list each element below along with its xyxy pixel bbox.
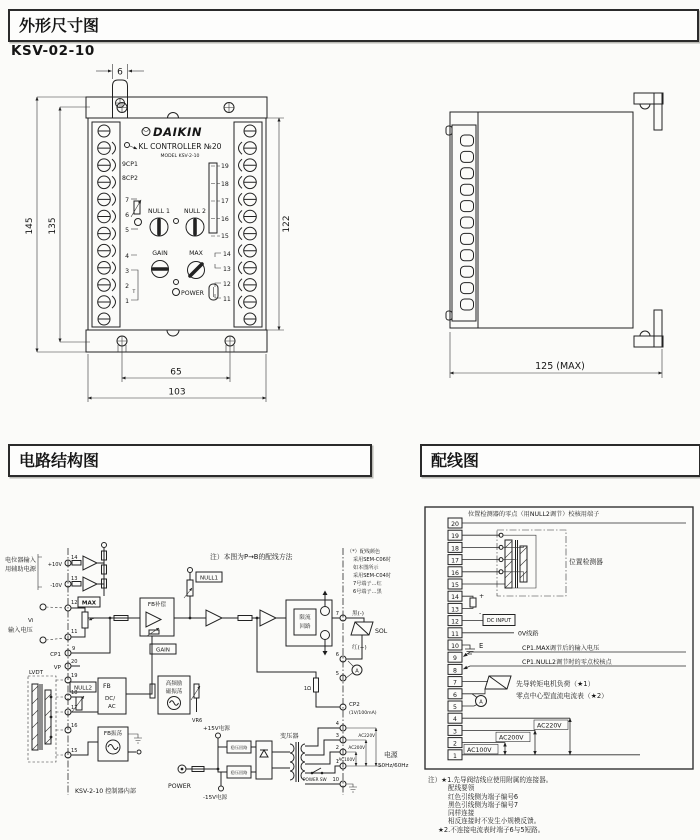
dim-height-inner: 135 (48, 217, 58, 235)
svg-text:FB补偿: FB补偿 (147, 602, 167, 608)
svg-text:输入电压: 输入电压 (8, 627, 33, 634)
svg-text:磁振荡: 磁振荡 (165, 689, 183, 695)
svg-text:如本图所示: 如本图所示 (353, 565, 379, 571)
footnote-line: ★2.不连接电流表时端子6与5短路。 (438, 825, 545, 834)
front-terminal-11: 11 (223, 296, 231, 303)
wiring-color-note (347, 548, 391, 595)
svg-text:-10V: -10V (50, 583, 62, 589)
model-small: MODEL KSV-2-10 (160, 154, 200, 159)
svg-text:AC220V: AC220V (537, 722, 562, 730)
solenoid-output (336, 609, 388, 681)
label-black-wire: 黑(-) (352, 611, 364, 617)
svg-text:高频励: 高频励 (165, 681, 183, 687)
svg-text:6号端子…黑: 6号端子…黑 (353, 589, 382, 595)
section-header-wiring: 配线图 (420, 444, 700, 477)
footnote-line: 红色引线侧为端子编号6 (448, 792, 519, 801)
front-terminal-4: 4 (125, 253, 129, 260)
brand-logo-text: DAIKIN (153, 125, 203, 139)
label-mains-freq: 50Hz/60Hz (378, 763, 409, 769)
term-20: 20 (71, 659, 78, 665)
front-terminal-7: 7 (125, 197, 129, 204)
svg-text:Vi: Vi (28, 618, 34, 624)
svg-text:先导转矩电机负荷（★1）: 先导转矩电机负荷（★1） (516, 680, 595, 688)
footnote-line: 相反连接时不发生小规模反馈。 (448, 817, 541, 826)
svg-text:7: 7 (335, 611, 339, 617)
aux-supply-input (5, 543, 107, 597)
dim-hole-spacing: 65 (170, 367, 182, 378)
svg-text:11: 11 (71, 629, 78, 635)
svg-text:用辅助电源: 用辅助电源 (5, 566, 36, 573)
svg-text:3: 3 (335, 733, 339, 739)
front-terminal-16: 16 (221, 216, 229, 223)
fb-compensation (140, 598, 176, 654)
svg-text:5: 5 (453, 704, 457, 711)
svg-text:12: 12 (451, 618, 459, 626)
input-voltage-section (8, 597, 100, 643)
svg-text:稳压回路: 稳压回路 (230, 770, 248, 775)
dim-top-tab: 6 (117, 67, 123, 78)
svg-text:NULL1: NULL1 (199, 575, 219, 582)
dim-height-outer: 145 (25, 217, 35, 235)
label-plus15: +15V电源 (203, 726, 230, 732)
front-terminal-19: 19 (221, 163, 229, 170)
product-name: KL CONTROLLER №20 (138, 142, 222, 151)
adjust-icon (125, 143, 130, 148)
svg-text:位置检测器: 位置检测器 (569, 558, 603, 566)
label-mains: 电源 (384, 751, 398, 759)
label-power: POWER (181, 290, 204, 297)
svg-text:18: 18 (451, 545, 459, 553)
svg-text:AC100V: AC100V (338, 757, 355, 762)
svg-text:2: 2 (453, 740, 457, 748)
svg-text:DC/: DC/ (105, 696, 116, 702)
outline-dimension-drawing (0, 50, 700, 450)
dim-height-right: 122 (282, 215, 292, 233)
svg-text:-: - (479, 610, 482, 617)
label-vp: VP (53, 665, 61, 671)
front-view (25, 64, 292, 402)
svg-text:AC: AC (108, 704, 116, 710)
svg-text:15: 15 (451, 582, 459, 589)
front-terminal-3: 3 (125, 268, 129, 275)
terminal-block (448, 518, 462, 760)
svg-text:16: 16 (71, 723, 78, 729)
svg-text:20: 20 (451, 521, 459, 528)
svg-text:AC220V: AC220V (358, 733, 375, 738)
front-left-terminal-strip (92, 122, 120, 327)
svg-text:19: 19 (451, 533, 459, 541)
section-header-circuit: 电路结构图 (8, 444, 372, 477)
front-right-terminal-strip (234, 122, 262, 327)
svg-text:AC100V: AC100V (467, 746, 492, 754)
label-8cp2: 8CP2 (122, 175, 138, 182)
svg-text:6: 6 (335, 652, 339, 658)
label-1ohm: 1Ω (303, 686, 311, 692)
svg-text:GAIN: GAIN (156, 647, 170, 654)
front-terminal-1: 1 (125, 298, 129, 305)
svg-text:AC200V: AC200V (499, 734, 524, 742)
cp1-null2-label: CP1.NULL2调节时的零点校核点 (522, 659, 612, 666)
ac-voltage-brackets (462, 718, 640, 755)
label-minus15: -15V电源 (203, 795, 228, 801)
svg-text:7: 7 (453, 679, 457, 687)
front-terminal-5: 5 (125, 227, 129, 234)
front-panel (122, 125, 231, 305)
front-terminal-15: 15 (221, 233, 229, 240)
wiring-footnotes (428, 776, 694, 834)
null1-section (184, 568, 222, 619)
label-red-wire: 红(+) (352, 645, 367, 651)
svg-text:LVDT: LVDT (29, 670, 44, 676)
svg-text:6: 6 (453, 691, 457, 699)
svg-text:3: 3 (453, 728, 457, 736)
label-transformer: 变压器 (280, 733, 299, 740)
label-cp1: CP1 (50, 652, 61, 658)
label-cp2: CP2 (349, 702, 360, 708)
label-power-sw: POWER SW (303, 777, 327, 782)
svg-text:限流: 限流 (299, 615, 311, 621)
dim-total-width: 103 (168, 387, 186, 398)
svg-text:19: 19 (71, 673, 78, 679)
label-sol: SOL (375, 628, 388, 635)
svg-text:8: 8 (453, 667, 457, 675)
cp1-max-label: CP1.MAX调节后的输入电压 (522, 645, 600, 652)
front-terminal-13: 13 (223, 266, 231, 273)
svg-text:9: 9 (453, 655, 457, 663)
svg-text:A: A (479, 699, 483, 706)
svg-text:（*）配线颜色: （*）配线颜色 (347, 549, 381, 555)
svg-text:15: 15 (71, 748, 78, 754)
svg-text:18: 18 (71, 690, 78, 696)
svg-text:14: 14 (451, 594, 459, 602)
svg-text:+10V: +10V (47, 562, 62, 568)
svg-text:10: 10 (451, 643, 459, 650)
position-detector (462, 530, 603, 596)
model-number: KSV-02-10 (11, 43, 95, 59)
svg-text:MAX: MAX (81, 600, 97, 607)
lvdt-block (28, 670, 65, 762)
svg-text:12: 12 (71, 600, 78, 606)
label-null1: NULL 1 (148, 208, 170, 215)
front-terminal-18: 18 (221, 181, 229, 188)
label-gain: GAIN (152, 250, 168, 257)
earth-label: E (479, 642, 484, 650)
svg-text:稳压回路: 稳压回路 (230, 745, 248, 750)
svg-text:4: 4 (453, 716, 457, 724)
front-terminal-14: 14 (223, 251, 231, 258)
svg-text:零点中心型直流电流表（★2）: 零点中心型直流电流表（★2） (516, 692, 608, 700)
fb-oscillator (71, 727, 142, 761)
label-t: T (132, 290, 136, 295)
svg-text:5: 5 (335, 671, 339, 677)
svg-text:13: 13 (71, 576, 78, 582)
footnote-line: 配线要领 (448, 784, 475, 793)
svg-text:16: 16 (451, 569, 459, 577)
svg-text:AC200V: AC200V (348, 745, 365, 750)
circuit-note: 注）本图为P→B的配线方法 (210, 553, 293, 561)
svg-text:FB振荡: FB振荡 (103, 731, 123, 737)
svg-text:2: 2 (335, 745, 339, 751)
svg-text:采用SEM-C06时: 采用SEM-C06时 (353, 557, 392, 563)
wiring-top-note: 位置检测器的零点（用NULL2调节）校核用端子 (468, 511, 600, 518)
svg-text:4: 4 (335, 721, 339, 727)
hf-excitation (150, 676, 202, 724)
svg-text:13: 13 (451, 606, 459, 614)
svg-text:17: 17 (451, 557, 459, 565)
current-limit-block (286, 591, 340, 656)
pilot-valve-section (462, 676, 608, 707)
front-terminal-12: 12 (223, 281, 231, 288)
svg-text:A: A (355, 668, 359, 675)
front-terminal-6: 6 (125, 212, 129, 219)
label-power-input: POWER (168, 783, 191, 790)
svg-text:+: + (479, 593, 485, 600)
svg-text:14: 14 (71, 555, 78, 561)
svg-text:采用SEM-C04时: 采用SEM-C04时 (353, 573, 392, 579)
svg-text:17: 17 (71, 705, 78, 711)
svg-text:7号端子…红: 7号端子…红 (353, 581, 382, 587)
wiring-diagram (420, 502, 698, 774)
svg-text:VR6: VR6 (192, 718, 203, 724)
null2-fb-demod (70, 636, 152, 714)
svg-text:电位器输入: 电位器输入 (5, 557, 36, 564)
footnote-line: 同样连接 (448, 809, 475, 818)
circuit-structure-diagram (0, 498, 420, 818)
zero-volt-label: 0V线路 (518, 630, 539, 638)
svg-text:1: 1 (453, 752, 457, 760)
speed-pot (462, 593, 484, 617)
footnote-line: 注）★1.先导阀结线应使用附属的连接器。 (428, 776, 553, 784)
power-supply-section (168, 721, 408, 801)
dc-input-label: DC INPUT (486, 618, 512, 624)
dim-depth: 125 (MAX) (535, 361, 585, 372)
svg-text:FB: FB (103, 683, 111, 690)
svg-text:11: 11 (451, 630, 459, 638)
term-9: 9 (72, 646, 76, 652)
svg-text:1: 1 (335, 759, 339, 765)
label-9cp1: 9CP1 (122, 161, 138, 168)
svg-text:NULL2: NULL2 (73, 685, 93, 692)
power-lamp (173, 289, 180, 296)
section-header-outline: 外形尺寸图 (8, 9, 699, 42)
label-max: MAX (189, 250, 203, 257)
side-view (446, 93, 663, 378)
front-terminal-2: 2 (125, 283, 129, 290)
label-null2: NULL 2 (184, 208, 206, 215)
svg-text:回路: 回路 (299, 624, 311, 630)
front-terminal-17: 17 (221, 198, 229, 205)
circuit-caption: KSV-2-10 控制器内部 (75, 788, 137, 795)
svg-text:10: 10 (332, 777, 339, 783)
footnote-line: 黑色引线侧为端子编号7 (448, 800, 519, 809)
label-cp2-rating: (1V/100mA) (349, 711, 377, 716)
